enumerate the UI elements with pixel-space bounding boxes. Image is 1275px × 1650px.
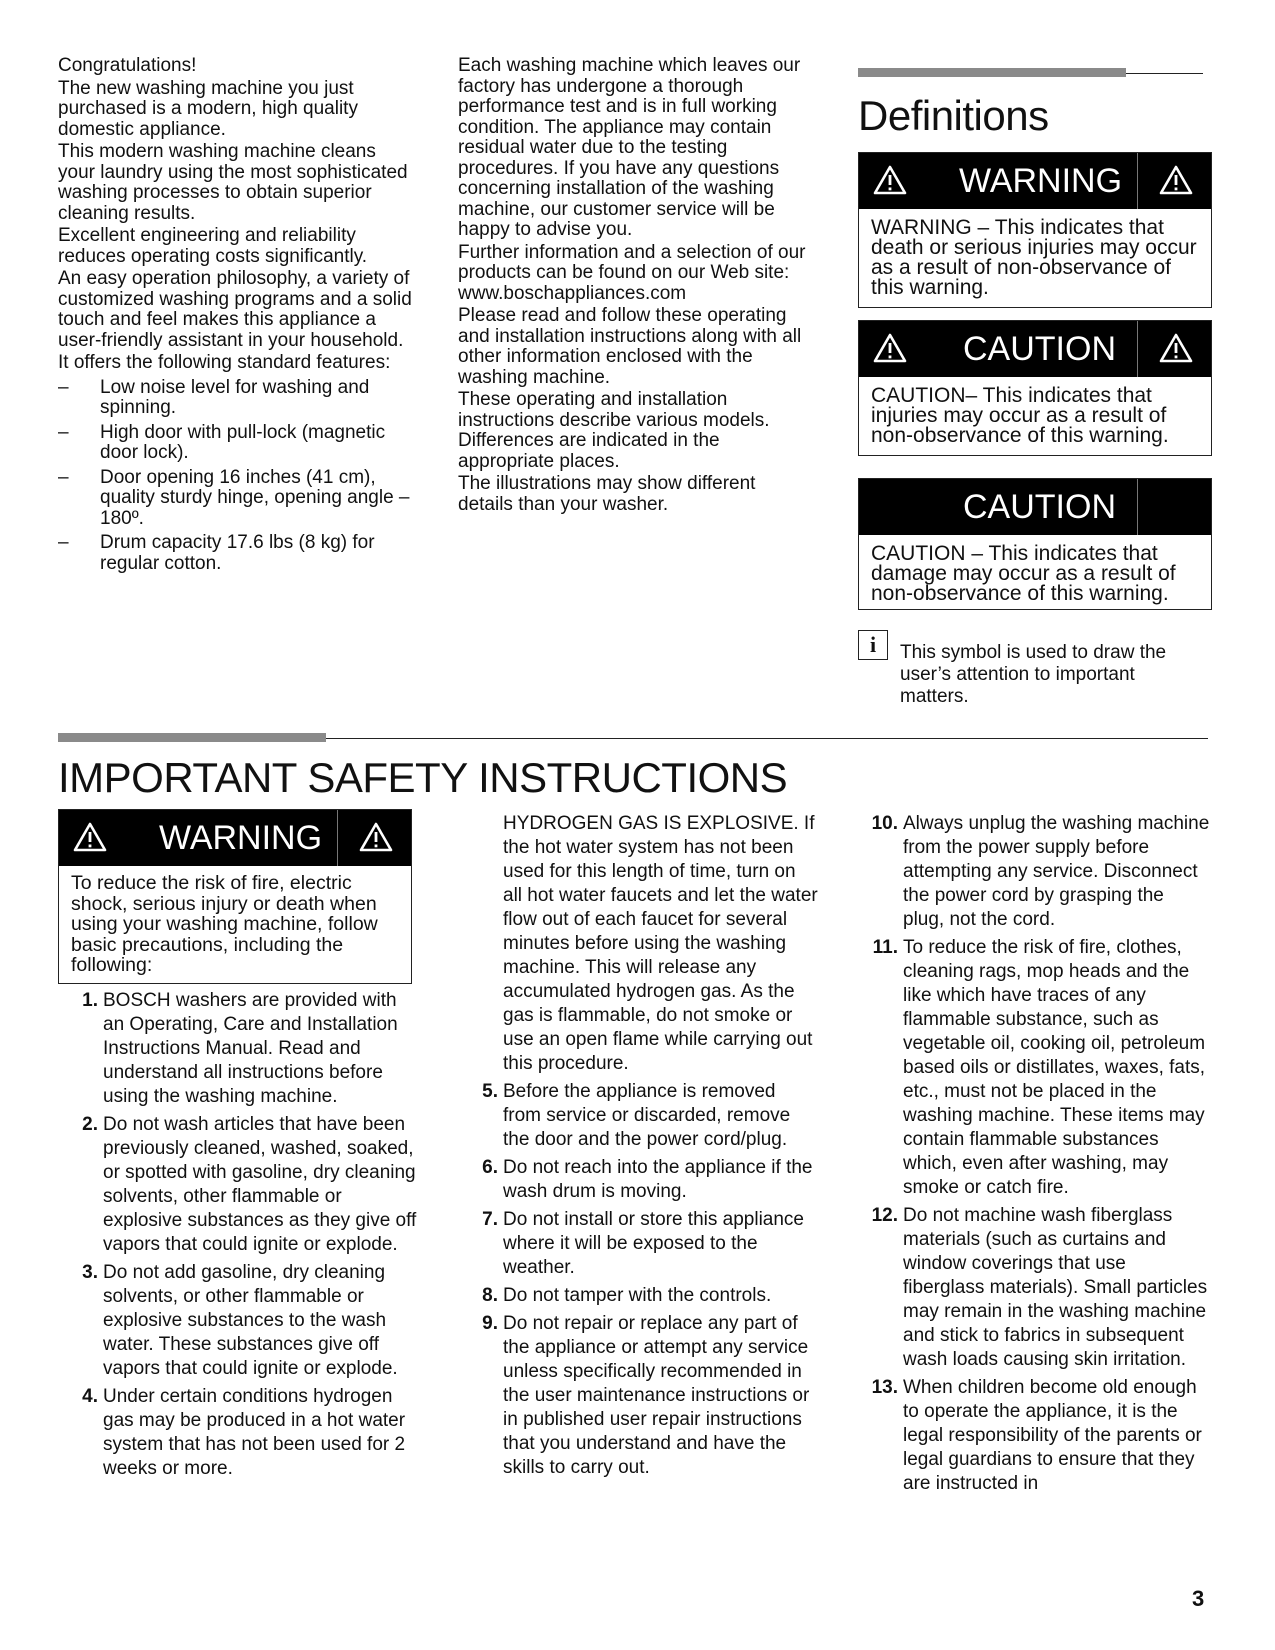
- feature-item: [58, 423, 413, 464]
- intro-paragraph: This modern washing machine cleans your laundry using the most sophisticated washing processes to obtain superior cleaning results.: [58, 141, 408, 224]
- item-text: Do not reach into the appliance if the wash drum is moving.: [503, 1157, 813, 1202]
- item-text: Before the appliance is removed from service or discarded, remove the door and the power cord/plug.: [503, 1081, 791, 1150]
- signal-separator: [337, 810, 338, 866]
- page-number: 3: [1192, 1586, 1205, 1611]
- definitions-rule: [858, 73, 1203, 74]
- warning-triangle-icon: [873, 332, 907, 364]
- item-number-spacer: [458, 812, 503, 1076]
- safety-instruction-item: [58, 1261, 418, 1381]
- intro-column-2: [458, 56, 808, 517]
- safety-list-column-3: [858, 812, 1210, 1500]
- safety-rule: [58, 738, 1208, 739]
- item-number: 5.: [482, 1081, 498, 1102]
- caution-signal-word: CAUTION: [963, 487, 1116, 526]
- info-text: This symbol is used to draw the user’s attention to important matters.: [900, 642, 1167, 707]
- safety-instruction-item: [58, 989, 418, 1109]
- safety-instruction-item: [858, 1204, 1210, 1372]
- caution-term: CAUTION: [871, 542, 966, 565]
- item-number: 7.: [482, 1209, 498, 1230]
- caution-definition-box: [858, 320, 1212, 456]
- caution-damage-signal-header: [859, 479, 1211, 535]
- caution-description: – This indicates that injuries may occur as a result of non-observance of this warning.: [871, 384, 1169, 447]
- warning-triangle-icon: [1159, 164, 1193, 196]
- caution-signal-header: [859, 321, 1211, 377]
- intro-paragraph: These operating and installation instructions describe various models. Differences are indicated in the appropriate places.: [458, 389, 770, 472]
- feature-text: Low noise level for washing and spinning.: [100, 376, 370, 418]
- caution-definition-text: [859, 377, 1211, 454]
- safety-instruction-item: [858, 1376, 1210, 1496]
- signal-separator: [1137, 153, 1138, 209]
- intro-paragraph: Please read and follow these operating and installation instructions along with all other information enclosed with the washing machine.: [458, 305, 802, 388]
- warning-signal-word: WARNING: [959, 161, 1123, 200]
- safety-instruction-item: [458, 1312, 818, 1480]
- bullet-dash: –: [58, 376, 69, 398]
- item-number: 11.: [872, 937, 898, 958]
- caution-term: CAUTION: [871, 384, 966, 407]
- item-text: Do not wash articles that have been previously cleaned, washed, soaked, or spotted with gasoline, dry cleaning solvents, other flammable or explosive substances as they give off vapors that could ignite or explode.: [103, 1114, 417, 1255]
- warning-triangle-icon: [1159, 332, 1193, 364]
- feature-item: [58, 378, 413, 419]
- signal-separator: [1137, 321, 1138, 377]
- item-text: Do not install or store this appliance where it will be exposed to the weather.: [503, 1209, 804, 1278]
- item-number: 12.: [871, 1205, 898, 1226]
- item-text: Do not machine wash fiberglass materials (such as curtains and window coverings that use fiberglass materials). Small particles may remain in the washing machine and stick to fabrics in subsequent wash loads causing skin irritation.: [903, 1205, 1208, 1370]
- safety-instruction-item: [858, 812, 1210, 932]
- signal-separator: [1137, 479, 1138, 535]
- warning-signal-word: WARNING: [159, 818, 323, 857]
- warning-signal-header: [859, 153, 1211, 209]
- item-number: 3.: [82, 1262, 98, 1283]
- caution-damage-definition-text: [859, 535, 1211, 612]
- item-text: Do not tamper with the controls.: [503, 1285, 772, 1306]
- item-number: 9.: [482, 1313, 498, 1334]
- warning-triangle-icon: [873, 164, 907, 196]
- item-text: BOSCH washers are provided with an Operating, Care and Installation Instructions Manual. Read and understand all instructions before using the washing machine.: [103, 990, 398, 1107]
- intro-column-1: [58, 56, 413, 578]
- warning-triangle-icon: [73, 821, 107, 853]
- safety-list-column-1: [58, 989, 418, 1485]
- intro-paragraph: Congratulations!: [58, 55, 197, 76]
- safety-list-column-2: [458, 812, 818, 1484]
- intro-paragraph: It offers the following standard features:: [58, 352, 391, 373]
- definitions-heading: Definitions: [858, 92, 1049, 139]
- warning-triangle-icon: [359, 821, 393, 853]
- caution-signal-word: CAUTION: [963, 329, 1116, 368]
- feature-item: [58, 468, 413, 530]
- intro-paragraph: Excellent engineering and reliability reduces operating costs significantly.: [58, 225, 368, 267]
- feature-text: Drum capacity 17.6 lbs (8 kg) for regular cotton.: [100, 532, 375, 574]
- item-text: When children become old enough to operate the appliance, it is the legal responsibility of the parents or legal guardians to ensure that they are instructed in: [903, 1377, 1202, 1494]
- safety-warning-header: [59, 810, 411, 866]
- item-number: 1.: [82, 990, 98, 1011]
- bullet-dash: –: [58, 532, 69, 553]
- item-text: Do not add gasoline, dry cleaning solvents, or other flammable or explosive substances to the wash water. These substances give off vapors that could ignite or explode.: [103, 1262, 398, 1379]
- bullet-dash: –: [58, 466, 69, 488]
- item-number: 10.: [871, 813, 898, 834]
- safety-rule-accent: [58, 733, 326, 742]
- safety-instruction-item: [458, 1284, 818, 1308]
- safety-warning-text: To reduce the risk of fire, electric shock, serious injury or death when using your washing machine, follow basic precautions, including the following:: [71, 872, 378, 976]
- safety-instruction-item: [858, 936, 1210, 1200]
- item-number: 6.: [482, 1157, 498, 1178]
- warning-definition-box: [858, 152, 1212, 308]
- item-text: HYDROGEN GAS IS EXPLOSIVE. If the hot water system has not been used for this length of time, turn on all hot water faucets and let the water flow out of each faucet for several minutes before using the washing machine. This will release any accumulated hydrogen gas. As the gas is flammable, do not smoke or use an open flame while carrying out this procedure.: [503, 813, 818, 1074]
- caution-damage-definition-box: [858, 478, 1212, 610]
- info-icon: i: [858, 630, 888, 660]
- feature-text: Door opening 16 inches (41 cm), quality sturdy hinge, opening angle –180º.: [100, 466, 410, 529]
- warning-definition-text: [859, 209, 1211, 306]
- item-text: To reduce the risk of fire, clothes, cleaning rags, mop heads and the like which have traces of any flammable substance, such as vegetable oil, cooking oil, petroleum based oils or distillates, waxes, fats, etc., must not be placed in the washing machine. These items may contain flammable substances which, even after washing, may smoke or catch fire.: [903, 937, 1206, 1198]
- item-number: 4.: [82, 1386, 98, 1407]
- intro-paragraph: An easy operation philosophy, a variety of customized washing programs and a solid touch and feel makes this appliance a user-friendly assistant in your household.: [58, 268, 412, 351]
- item-text: Do not repair or replace any part of the appliance or attempt any service unless specifically recommended in the user maintenance instructions or in published user repair instructions that you understand and have the skills to carry out.: [503, 1313, 810, 1478]
- safety-instruction-item: [58, 1385, 418, 1481]
- safety-instruction-item-continued: [458, 812, 818, 1076]
- safety-instruction-item: [458, 1156, 818, 1204]
- safety-warning-box: [58, 809, 412, 984]
- item-number: 13.: [871, 1377, 898, 1398]
- safety-instruction-item: [58, 1113, 418, 1257]
- intro-paragraph: The illustrations may show different details than your washer.: [458, 473, 756, 515]
- feature-text: High door with pull-lock (magnetic door lock).: [100, 421, 386, 463]
- warning-description: – This indicates that death or serious injuries may occur as a result of non-observance of this warning.: [871, 216, 1197, 299]
- safety-instruction-item: [458, 1080, 818, 1152]
- intro-paragraph: Further information and a selection of our products can be found on our Web site: www.boschappliances.com: [458, 241, 806, 304]
- definitions-rule-accent: [858, 68, 1126, 77]
- bullet-dash: –: [58, 421, 69, 443]
- safety-heading: IMPORTANT SAFETY INSTRUCTIONS: [58, 754, 788, 801]
- intro-paragraph: Each washing machine which leaves our factory has undergone a thorough performance test and is in full working condition. The appliance may contain residual water due to the testing procedures. If you have any questions concerning installation of the washing machine, our customer service will be happy to advise you.: [458, 55, 801, 240]
- item-text: Always unplug the washing machine from the power supply before attempting any service. Disconnect the power cord by grasping the plug, not the cord.: [903, 813, 1210, 930]
- warning-term: WARNING: [871, 216, 972, 239]
- intro-paragraph: The new washing machine you just purchased is a modern, high quality domestic appliance.: [58, 77, 358, 140]
- item-text: Under certain conditions hydrogen gas may be produced in a hot water system that has not been used for 2 weeks or more.: [103, 1386, 406, 1479]
- safety-instruction-item: [458, 1208, 818, 1280]
- caution-damage-description: – This indicates that damage may occur as a result of non-observance of this warning.: [871, 542, 1176, 605]
- item-number: 2.: [82, 1114, 98, 1135]
- feature-item: [58, 533, 413, 574]
- item-number: 8.: [482, 1285, 498, 1306]
